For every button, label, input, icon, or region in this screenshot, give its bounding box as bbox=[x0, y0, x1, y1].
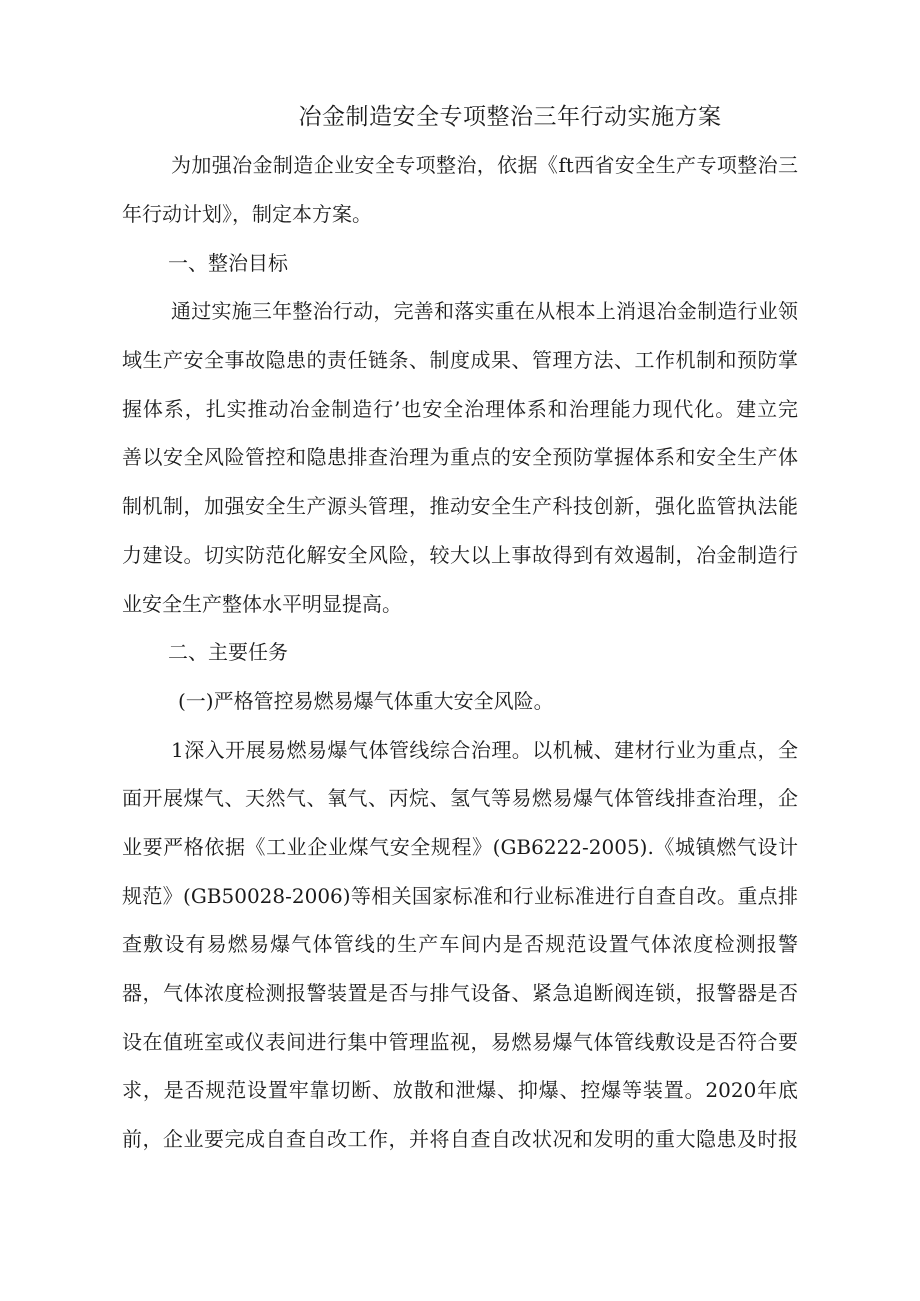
paragraph-line: 设在值班室或仪表间进行集中管理监视，易燃易爆气体管线敷设是否符合要 bbox=[122, 1030, 798, 1054]
paragraph-line: 求，是否规范设置牢靠切断、放散和泄爆、抑爆、控爆等装置。2020年底 bbox=[122, 1078, 798, 1102]
paragraph-line: 握体系，扎实推动冶金制造行’也安全治理体系和治理能力现代化。建立完 bbox=[122, 397, 798, 421]
paragraph-line: 善以安全风险管控和隐患排查治理为重点的安全预防掌握体系和安全生产体 bbox=[122, 445, 798, 469]
paragraph-line: 规范》(GB50028-2006)等相关国家标准和行业标准进行自查自改。重点排 bbox=[122, 884, 798, 908]
paragraph-line: 业要严格依据《工业企业煤气安全规程》(GB6222-2005).《城镇燃气设计 bbox=[122, 835, 798, 859]
paragraph-line: 查敷设有易燃易爆气体管线的生产车间内是否规范设置气体浓度检测报警 bbox=[122, 932, 798, 956]
paragraph-line: 器，气体浓度检测报警装置是否与排气设备、紧急追断阀连锁，报警器是否 bbox=[122, 981, 798, 1005]
paragraph-line: 制机制，加强安全生产源头管理，推动安全生产科技创新，强化监管执法能 bbox=[122, 494, 798, 518]
paragraph-line: 1深入开展易燃易爆气体管线综合治理。以机械、建材行业为重点，全 bbox=[171, 738, 798, 762]
section-heading-tasks: 二、主要任务 bbox=[168, 640, 288, 664]
paragraph-line: 业安全生产整体水平明显提高。 bbox=[122, 592, 402, 616]
section-heading-goals: 一、整治目标 bbox=[168, 251, 288, 275]
document-title: 冶金制造安全专项整治三年行动实施方案 bbox=[298, 104, 722, 130]
paragraph-line: 力建设。切实防范化解安全风险，较大以上事故得到有效遏制，冶金制造行 bbox=[122, 543, 798, 567]
paragraph-line: 面开展煤气、天然气、氧气、丙烷、氢气等易燃易爆气体管线排查治理，企 bbox=[122, 786, 798, 810]
paragraph-line: 前，企业要完成自查自改工作，并将自查自改状况和发明的重大隐患及时报 bbox=[122, 1127, 798, 1151]
paragraph-line: 域生产安全事故隐患的责任链条、制度成果、管理方法、工作机制和预防掌 bbox=[122, 348, 798, 372]
intro-line: 年行动计划》，制定本方案。 bbox=[122, 202, 372, 226]
paragraph-line: 通过实施三年整治行动，完善和落实重在从根本上消退冶金制造行业领 bbox=[171, 299, 798, 323]
intro-line: 为加强冶金制造企业安全专项整治，依据《ft西省安全生产专项整治三 bbox=[171, 153, 798, 177]
subsection-heading: (一)严格管控易燃易爆气体重大安全风险。 bbox=[178, 689, 554, 713]
